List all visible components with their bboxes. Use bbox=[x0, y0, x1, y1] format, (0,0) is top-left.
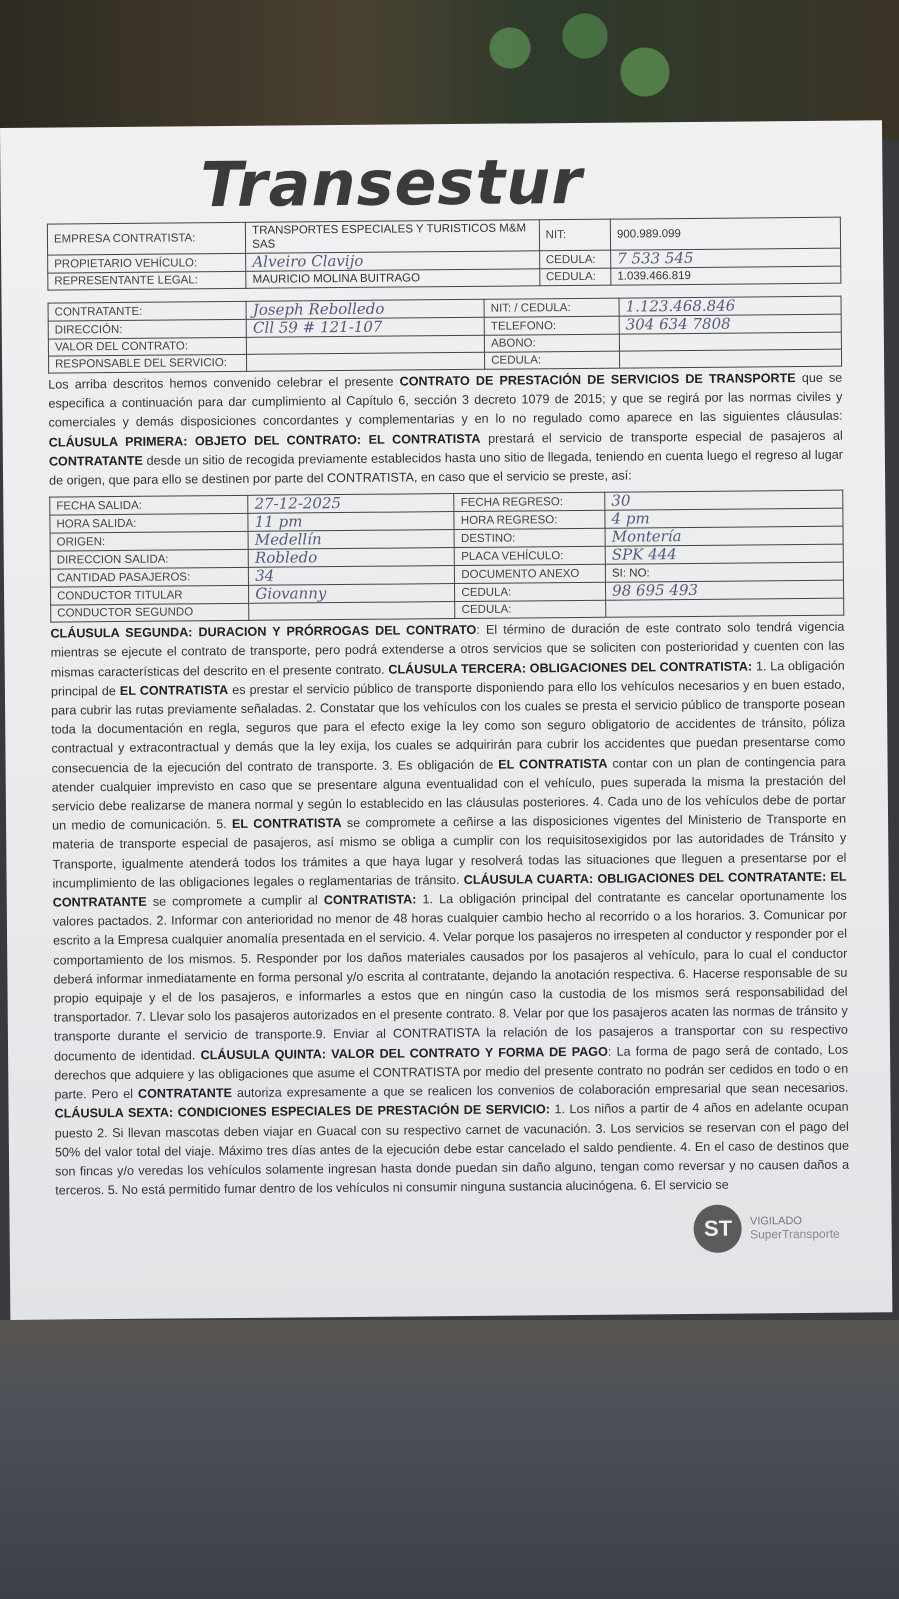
field-label: FECHA SALIDA: bbox=[50, 496, 248, 516]
field-value bbox=[619, 332, 841, 351]
field-value: 304 634 7808 bbox=[619, 314, 841, 334]
field-label: CONDUCTOR TITULAR bbox=[51, 586, 249, 606]
field-label: CANTIDAD PASAJEROS: bbox=[50, 568, 248, 588]
field-label: CEDULA: bbox=[539, 250, 611, 269]
field-value: Robledo bbox=[248, 548, 454, 568]
field-value: Cll 59 # 121-107 bbox=[246, 317, 484, 337]
field-label: VALOR DEL CONTRATO: bbox=[48, 337, 246, 356]
intro-paragraph bbox=[48, 369, 843, 491]
trip-table bbox=[49, 490, 844, 623]
field-value: 900.989.099 bbox=[610, 217, 840, 250]
field-label: CEDULA: bbox=[485, 351, 620, 369]
field-value bbox=[247, 335, 485, 354]
clause-text: contar con un plan de contingencia para atender cualquier imprevisto en caso que se presentare alguna eventualidad con el vehículo, pues superada la misma la prestación del servicio debe realizarse de manera normal y según lo establecido en las cláusulas posteriores. 4. Cada uno de los vehículos debe de portar un medio de comunicación. 5. bbox=[51, 754, 846, 833]
field-label: TELEFONO: bbox=[484, 316, 619, 335]
field-label: NIT: / CEDULA: bbox=[484, 298, 619, 317]
seal-line2: SuperTransporte bbox=[750, 1227, 840, 1242]
company-logo: Transestur bbox=[200, 144, 584, 222]
clause-heading: EL CONTRATISTA bbox=[498, 756, 608, 772]
field-label: ABONO: bbox=[484, 334, 619, 352]
field-value bbox=[619, 349, 841, 368]
clause-text: : El término de duración de este contrato solo tendrá vigencia mientras se ejecute el contrato de transporte, pero podrá extenderse a otros servicios que se soliciten con posterioridad y cuenten con las mismas características del descrito en el presente contrato. bbox=[50, 619, 845, 680]
clause-text: 1. La obligación principal del contratante es cancelar oportunamente los valores pactados. 2. Informar con anterioridad no menor de 48 horas cualquier cambio hecho al recorrido o a los horarios. 3. Comunicar por escrito a la Empresa cualquier anomalía presentada en el servicio. 4. Velar porque los pasajeros no irrespeten al conductor y responder por el comportamiento de los mismos. 5. Responder por los daños materiales causados por los pasajeros al vehículo, para lo cual el conductor deberá informar inmediatamente en forma personal y/o escrita al contratante, dejando la anotación respectiva. 6. Hacerse responsable de su propio equipaje y el de los pasajeros, e informarles a estos que en ningún caso la custodia de los mismos será responsabilidad del transportador. 7. Llevar solo los pasajeros autorizados en el presente contrato. 8. Velar por que los pasajeros acaten las normas de tránsito y transporte durante el servicio de transporte.9. Enviar al CONTRATISTA la relación de los pasajeros a transportar con su respectivo documento de identidad. bbox=[52, 888, 848, 1064]
field-label: FECHA REGRESO: bbox=[454, 492, 605, 511]
contract-document bbox=[0, 120, 892, 1320]
field-label: HORA SALIDA: bbox=[50, 514, 248, 534]
field-value: 1.039.466.819 bbox=[611, 266, 841, 285]
field-value bbox=[249, 602, 455, 621]
marbles bbox=[420, 0, 720, 120]
supertransporte-seal bbox=[694, 1204, 840, 1253]
clause-heading: CONTRATO DE PRESTACIÓN DE SERVICIOS DE TRANSPORTE bbox=[399, 371, 796, 389]
clauses-body bbox=[50, 618, 849, 1201]
field-value: 30 bbox=[605, 490, 843, 510]
clause-heading: CLÁUSULA QUINTA: VALOR DEL CONTRATO Y FORMA DE PAGO bbox=[200, 1044, 608, 1062]
clause-text: autoriza expresamente a que se realicen los convenios de colaboración empresarial que sean necesarios. bbox=[231, 1080, 849, 1101]
clause-text: : La forma de pago será de contado, Los derechos que adquiere y las obligaciones que asume el CONTRATISTA por medio del presente contrato no podrán ser cedidos en todo o en parte. Pero el bbox=[54, 1042, 849, 1102]
clause-text: se compromete a ceñirse a las disposiciones vigentes del Ministerio de Transporte en materia de transporte especial de pasajeros, así mismo se obliga a cumplir con los requisitosexigidos por las autoridades de Tránsito y Transporte, igualmente atenderá todos los trámites a que haya lugar y resolverá todas las situaciones que lleguen a presentarse por el incumplimiento de las obligaciones legales o reglamentarias de tránsito. bbox=[52, 811, 847, 891]
field-value bbox=[606, 598, 844, 617]
seal-line1: VIGILADO bbox=[749, 1215, 802, 1228]
field-label: DESTINO: bbox=[454, 528, 605, 547]
field-label: PLACA VEHÍCULO: bbox=[455, 546, 606, 565]
field-value: Medellín bbox=[248, 530, 454, 550]
clause-heading: CONTRATISTA: bbox=[323, 892, 417, 908]
field-value: MAURICIO MOLINA BUITRAGO bbox=[246, 269, 540, 289]
field-label: DOCUMENTO ANEXO bbox=[455, 564, 606, 583]
clause-heading: CLÁUSULA TERCERA: OBLIGACIONES DEL CONTRATISTA: bbox=[388, 659, 753, 677]
field-value: Joseph Rebolledo bbox=[246, 299, 484, 319]
clause-text: prestará el servicio de transporte especial de pasajeros al bbox=[480, 428, 843, 446]
field-label: HORA REGRESO: bbox=[454, 510, 605, 529]
field-value: SPK 444 bbox=[605, 544, 843, 564]
field-label: NIT: bbox=[539, 219, 611, 251]
field-value: 27-12-2025 bbox=[248, 494, 454, 514]
background-table bbox=[0, 0, 899, 140]
field-value: Giovanny bbox=[249, 584, 455, 604]
st-logo-icon: ST bbox=[694, 1205, 742, 1253]
field-label: CEDULA: bbox=[455, 600, 606, 618]
field-label: DIRECCIÓN: bbox=[48, 319, 246, 339]
field-label: CONDUCTOR SEGUNDO bbox=[51, 604, 249, 623]
clause-text: 1. Los niños a partir de 4 años en adelante ocupan puesto 2. Si llevan mascotas deben viajar en Guacal con su respectivo carnet de vacunación. 3. Los servicios se reservan con el pago del 50% del valor total del viaje. Máximo tres días antes de la ejecución debe estar cancelado el saldo pendiente. 4. En el caso de destinos que son fincas y/o veredas los vehículos solamente ingresan hasta donde puedan sin daño alguno, tengan como reversar y no causen daños a terceros. 5. No está permitido fumar dentro de los vehículos ni consumir ninguna sustancia alucinógena. 6. El servicio se bbox=[54, 1099, 850, 1198]
field-value: 98 695 493 bbox=[606, 580, 844, 600]
clause-heading: CONTRATANTE bbox=[48, 453, 143, 469]
field-label: CONTRATANTE: bbox=[48, 301, 246, 321]
field-value: 11 pm bbox=[248, 512, 454, 532]
field-label: EMPRESA CONTRATISTA: bbox=[47, 222, 246, 255]
client-table bbox=[48, 296, 843, 374]
field-label: RESPONSABLE DEL SERVICIO: bbox=[48, 354, 246, 373]
background-fabric bbox=[0, 1320, 899, 1599]
field-value: 1.123.468.846 bbox=[619, 296, 841, 316]
field-value: Alveiro Clavijo bbox=[246, 251, 540, 272]
clause-text: que se especifica a continuación para dar cumplimiento al Capítulo 6, sección 3 decreto 1079 de 2015; y que se regirá por las normas civiles y comerciales y demás disposiciones concordantes y complementarias y en lo no regulado como aparece en las siguientes cláusulas: bbox=[48, 370, 843, 430]
clause-heading: EL CONTRATISTA bbox=[231, 816, 342, 832]
company-table bbox=[47, 217, 842, 291]
field-label: REPRESENTANTE LEGAL: bbox=[48, 271, 246, 290]
field-label: CEDULA: bbox=[539, 268, 611, 286]
clause-text: es prestar el servicio público de transporte disponiendo para ello los vehículos necesarios y en buen estado, para cubrir las rutas previamente señaladas. 2. Constatar que los vehículos con los cuales se presta el servicio público de transporte posean toda la documentación en regla, seguros que para el efecto exige la ley como son seguro obligatorio de accidentes de tránsito, póliza contractual y extracontractual y demás que la ley exija, los cuales se adquirirán para cubrir los accidentes que puedan presentarse como consecuencia de la ejecución del contrato de transporte. 3. Es obligación de bbox=[51, 677, 846, 776]
field-label: PROPIETARIO VEHÍCULO: bbox=[48, 253, 246, 273]
field-value: 7 533 545 bbox=[611, 248, 841, 268]
field-label: CEDULA: bbox=[455, 582, 606, 601]
clause-text: desde un sitio de recogida previamente establecidos hasta uno sitio de llegada, teniendo en cuenta luego el regreso al lugar de origen, que para ello se destinen por parte del CONTRATISTA, en caso que el servicio se preste, así: bbox=[49, 447, 843, 488]
field-value: SI: NO: bbox=[605, 562, 843, 582]
clause-heading: CONTRATANTE bbox=[137, 1086, 233, 1101]
clause-text: Los arriba descritos hemos convenido celebrar el presente bbox=[48, 374, 400, 392]
clause-heading: CLÁUSULA SEGUNDA: DURACION Y PRÓRROGAS DEL CONTRATO bbox=[50, 623, 477, 641]
field-label: DIRECCION SALIDA: bbox=[50, 550, 248, 570]
clause-text: 1. La obligación principal de bbox=[50, 658, 845, 699]
field-value: TRANSPORTES ESPECIALES Y TURISTICOS M&M SAS bbox=[246, 220, 540, 254]
clause-heading: CLÁUSULA SEXTA: CONDICIONES ESPECIALES DE PRESTACIÓN DE SERVICIO: bbox=[54, 1102, 550, 1121]
clause-text: se compromete a cumplir al bbox=[146, 893, 324, 909]
field-value: 4 pm bbox=[605, 508, 843, 528]
clause-heading: CLÁUSULA CUARTA: OBLIGACIONES DEL CONTRATANTE: EL CONTRATANTE bbox=[52, 869, 847, 910]
field-value bbox=[247, 352, 485, 371]
clause-heading: CLÁUSULA PRIMERA: OBJETO DEL CONTRATO: EL CONTRATISTA bbox=[48, 431, 481, 450]
clause-heading: EL CONTRATISTA bbox=[119, 682, 229, 698]
field-value: 34 bbox=[249, 566, 455, 586]
field-label: ORIGEN: bbox=[50, 532, 248, 552]
field-value: Montería bbox=[605, 526, 843, 546]
